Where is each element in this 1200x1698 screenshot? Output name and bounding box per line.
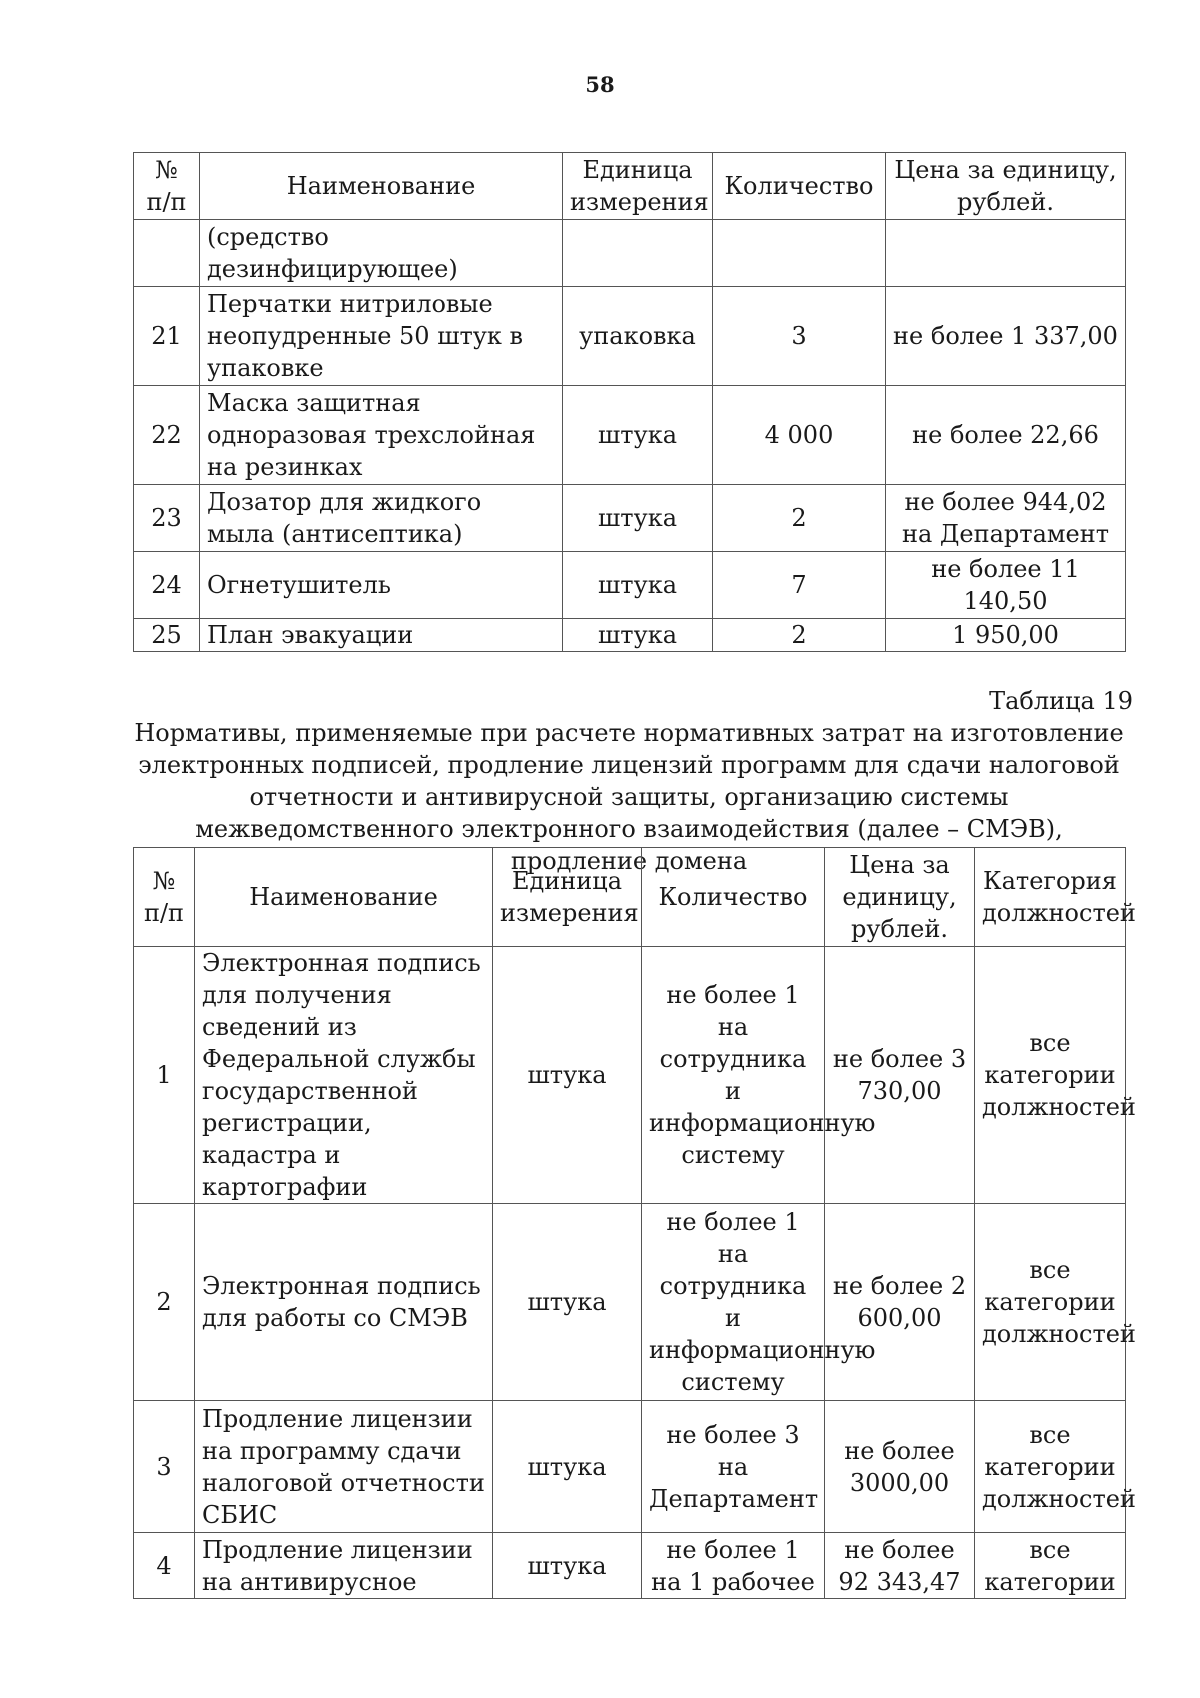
row-name: (средство дезинфицирующее) (200, 220, 563, 287)
table-row (134, 386, 1126, 485)
row-unit: штука (563, 386, 713, 485)
row-qty: не более 3 на Департамент (642, 1401, 825, 1533)
row-unit (563, 220, 713, 287)
table-row (134, 552, 1126, 619)
row-price: не более 3 730,00 (825, 947, 975, 1204)
table-header-row (134, 153, 1126, 220)
row-name: Огнетушитель (200, 552, 563, 619)
table-row (134, 220, 1126, 287)
header-price: Цена за единицу, рублей. (825, 848, 975, 947)
table-row (134, 287, 1126, 386)
row-qty: не более 1 на сотрудника и информационную систему (642, 947, 825, 1204)
row-num: 23 (134, 485, 200, 552)
row-name: Продление лицензии на программу сдачи налоговой отчетности СБИС (195, 1401, 493, 1533)
header-price: Цена за единицу, рублей. (886, 153, 1126, 220)
header-unit: Единица измерения (563, 153, 713, 220)
header-name: Наименование (195, 848, 493, 947)
header-qty: Количество (642, 848, 825, 947)
table-header-row (134, 848, 1126, 947)
row-qty: 2 (713, 619, 886, 652)
table-caption: Нормативы, применяемые при расчете нормативных затрат на изготовление электронных подписей, продление лицензий программ для сдачи налоговой отчетности и антивирусной защиты, организацию системы межведомственного электронного взаимодействия (далее – СМЭВ), продление домена (134, 719, 1124, 875)
row-unit: штука (563, 552, 713, 619)
row-category: все категории должностей (975, 947, 1126, 1204)
header-num: № п/п (134, 153, 200, 220)
row-qty: 7 (713, 552, 886, 619)
table-row (134, 1401, 1126, 1533)
header-qty: Количество (713, 153, 886, 220)
table-row (134, 485, 1126, 552)
row-name: Электронная подпись для работы со СМЭВ (195, 1204, 493, 1401)
row-num: 1 (134, 947, 195, 1204)
row-name: Дозатор для жидкого мыла (антисептика) (200, 485, 563, 552)
row-name: План эвакуации (200, 619, 563, 652)
row-category: все категории (975, 1533, 1126, 1599)
header-num: № п/п (134, 848, 195, 947)
table-row (134, 619, 1126, 652)
row-num: 3 (134, 1401, 195, 1533)
header-unit: Единица измерения (493, 848, 642, 947)
page-number: 58 (585, 72, 615, 97)
row-price: не более 22,66 (886, 386, 1126, 485)
row-num: 4 (134, 1533, 195, 1599)
row-name: Продление лицензии на антивирусное (195, 1533, 493, 1599)
row-price: не более 92 343,47 (825, 1533, 975, 1599)
signatures-licenses-table (133, 847, 1136, 1599)
row-qty: не более 1 на 1 рабочее (642, 1533, 825, 1599)
row-name: Электронная подпись для получения сведений из Федеральной службы государственной регистрации, кадастра и картографии (195, 947, 493, 1204)
row-qty: 2 (713, 485, 886, 552)
table-row (134, 947, 1126, 1204)
row-unit: штука (493, 1204, 642, 1401)
row-price: не более 944,02 на Департамент (886, 485, 1126, 552)
equipment-table (133, 152, 1126, 652)
table-label: Таблица 19 (989, 687, 1133, 715)
row-price: не более 2 600,00 (825, 1204, 975, 1401)
row-num: 21 (134, 287, 200, 386)
table-row (134, 1204, 1126, 1401)
row-price: 1 950,00 (886, 619, 1126, 652)
row-qty: 4 000 (713, 386, 886, 485)
row-name: Маска защитная одноразовая трехслойная на резинках (200, 386, 563, 485)
row-num: 22 (134, 386, 200, 485)
row-num: 25 (134, 619, 200, 652)
row-price: не более 11 140,50 (886, 552, 1126, 619)
header-category: Категория должностей (975, 848, 1126, 947)
row-num (134, 220, 200, 287)
row-price: не более 1 337,00 (886, 287, 1126, 386)
row-unit: штука (493, 1533, 642, 1599)
row-name: Перчатки нитриловые неопудренные 50 штук в упаковке (200, 287, 563, 386)
row-unit: штука (493, 1401, 642, 1533)
row-price (886, 220, 1126, 287)
row-num: 2 (134, 1204, 195, 1401)
row-unit: упаковка (563, 287, 713, 386)
row-qty: не более 1 на сотрудника и информационную систему (642, 1204, 825, 1401)
row-unit: штука (563, 619, 713, 652)
row-price: не более 3000,00 (825, 1401, 975, 1533)
table-row (134, 1533, 1126, 1599)
row-qty: 3 (713, 287, 886, 386)
row-category: все категории должностей (975, 1401, 1126, 1533)
header-name: Наименование (200, 153, 563, 220)
row-unit: штука (563, 485, 713, 552)
row-unit: штука (493, 947, 642, 1204)
row-num: 24 (134, 552, 200, 619)
row-qty (713, 220, 886, 287)
row-category: все категории должностей (975, 1204, 1126, 1401)
